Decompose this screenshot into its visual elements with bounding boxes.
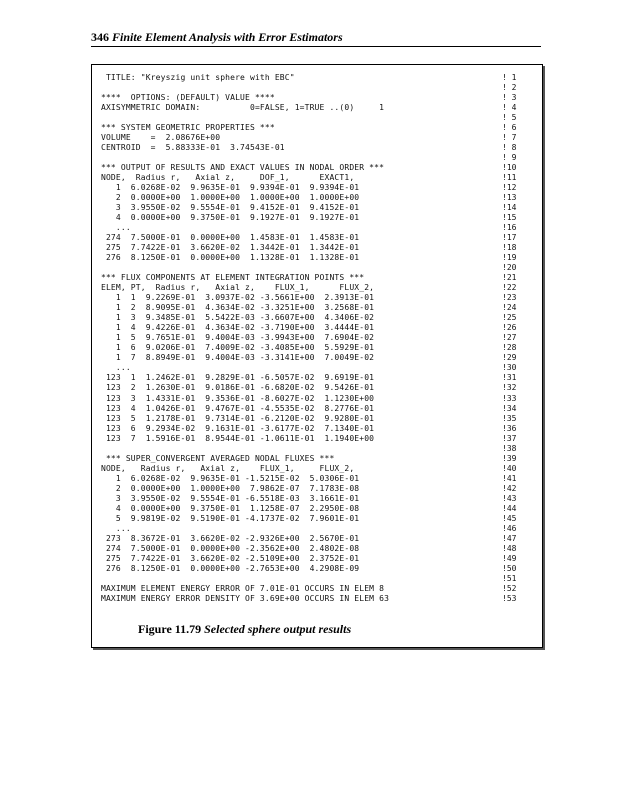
line-marker: !17	[502, 233, 517, 243]
listing-line: ...	[101, 363, 131, 373]
listing-line: 4 0.0000E+00 9.3750E-01 9.1927E-01 9.1927E-01	[101, 213, 360, 223]
listing-line: AXISYMMETRIC DOMAIN: 0=FALSE, 1=TRUE ..(0) 1	[101, 103, 385, 113]
listing-line: 1 1 9.2269E-01 3.0937E-02 -3.5661E+00 2.3913E-01	[101, 293, 375, 303]
line-marker: ! 7	[502, 133, 517, 143]
line-marker: !50	[502, 563, 517, 573]
line-marker: !52	[502, 583, 517, 593]
line-marker: !34	[502, 403, 517, 413]
line-marker: !14	[502, 203, 517, 213]
listing-line: 276 8.1250E-01 0.0000E+00 1.1328E-01 1.1328E-01	[101, 253, 360, 263]
listing-line: 123 2 1.2630E-01 9.0186E-01 -6.6820E-02 9.5426E-01	[101, 383, 375, 393]
figure-label: Figure 11.79	[138, 622, 202, 636]
header-rule	[91, 46, 541, 47]
listing-line: 275 7.7422E-01 3.6620E-02 -2.5109E+00 2.3752E-01	[101, 553, 360, 563]
line-marker: !18	[502, 243, 517, 253]
line-marker: ! 4	[502, 103, 517, 113]
listing-line: ...	[101, 223, 131, 233]
line-marker: !36	[502, 423, 517, 433]
listing-line: 123 1 1.2462E-01 9.2829E-01 -6.5057E-02 9.6919E-01	[101, 373, 375, 383]
listing-line: **** OPTIONS: (DEFAULT) VALUE ****	[101, 93, 275, 103]
page-number: 346	[91, 30, 109, 44]
listing-line: 1 6.0268E-02 9.9635E-01 9.9394E-01 9.9394E-01	[101, 183, 360, 193]
listing-line: ELEM, PT, Radius r, Axial z, FLUX_1, FLUX_2,	[101, 283, 375, 293]
listing-line: 3 3.9550E-02 9.5554E-01 9.4152E-01 9.4152E-01	[101, 203, 360, 213]
listing-line	[101, 444, 431, 454]
listing-line: NODE, Radius r, Axial z, DOF_1, EXACT1,	[101, 173, 355, 183]
listing-line: 274 7.5000E-01 0.0000E+00 1.4583E-01 1.4583E-01	[101, 233, 360, 243]
line-marker: ! 3	[502, 93, 517, 103]
line-marker: !20	[502, 263, 517, 273]
line-marker: !33	[502, 393, 517, 403]
line-marker: ! 8	[502, 143, 517, 153]
listing-line: 2 0.0000E+00 1.0000E+00 1.0000E+00 1.0000E+00	[101, 193, 360, 203]
listing-line: *** FLUX COMPONENTS AT ELEMENT INTEGRATION POINTS ***	[101, 273, 365, 283]
listing-line: 3 3.9550E-02 9.5554E-01 -6.5518E-03 3.1661E-01	[101, 493, 360, 503]
line-marker: !21	[502, 273, 517, 283]
listing-line: 1 5 9.7651E-01 9.4004E-03 -3.9943E+00 7.6904E-02	[101, 333, 375, 343]
listing-line: 1 2 8.9095E-01 4.3634E-02 -3.3251E+00 3.2568E-01	[101, 303, 375, 313]
listing-line: 123 6 9.2934E-02 9.1631E-01 -3.6177E-02 7.1340E-01	[101, 423, 375, 433]
line-marker: !28	[502, 343, 517, 353]
listing-line: 4 0.0000E+00 9.3750E-01 1.1258E-07 2.2950E-08	[101, 503, 360, 513]
line-marker: !24	[502, 303, 517, 313]
figure-caption	[138, 622, 518, 637]
listing-line: TITLE: "Kreyszig unit sphere with EBC"	[101, 73, 295, 82]
line-marker: !47	[502, 533, 517, 543]
listing-line: *** SYSTEM GEOMETRIC PROPERTIES ***	[101, 123, 275, 133]
listing-line: MAXIMUM ELEMENT ENERGY ERROR OF 7.01E-01 OCCURS IN ELEM 8	[101, 583, 385, 593]
listing-line: 123 4 1.0426E-01 9.4767E-01 -4.5535E-02 8.2776E-01	[101, 403, 375, 413]
line-marker: !41	[502, 473, 517, 483]
line-marker: !42	[502, 483, 517, 493]
listing-line	[101, 574, 431, 584]
listing-line: 2 0.0000E+00 1.0000E+00 7.9862E-07 7.1783E-08	[101, 483, 360, 493]
line-marker: !43	[502, 493, 517, 503]
listing-line	[101, 113, 431, 123]
line-marker: !29	[502, 353, 517, 363]
line-marker: !10	[502, 163, 517, 173]
listing-line: VOLUME = 2.08676E+00	[101, 133, 221, 143]
line-marker: ! 6	[502, 123, 517, 133]
listing-line: 123 7 1.5916E-01 8.9544E-01 -1.0611E-01 1.1940E+00	[101, 433, 375, 443]
line-marker: !11	[502, 173, 517, 183]
listing-line: 273 8.3672E-01 3.6620E-02 -2.9326E+00 2.5670E-01	[101, 533, 360, 543]
line-marker: !26	[502, 323, 517, 333]
listing-line: CENTROID = 5.88333E-01 3.74543E-01	[101, 143, 285, 153]
listing-line: 1 6.0268E-02 9.9635E-01 -1.5215E-02 5.0306E-01	[101, 473, 360, 483]
line-marker: !51	[502, 573, 517, 583]
listing-line: NODE, Radius r, Axial z, FLUX_1, FLUX_2,	[101, 463, 355, 473]
line-marker: !19	[502, 253, 517, 263]
line-marker: !27	[502, 333, 517, 343]
listing-line: 1 7 8.8949E-01 9.4004E-03 -3.3141E+00 7.0049E-02	[101, 353, 375, 363]
listing-line: 123 3 1.4331E-01 9.3536E-01 -8.6027E-02 1.1230E+00	[101, 393, 375, 403]
line-marker: !53	[502, 593, 517, 603]
line-marker: ! 1	[502, 73, 517, 82]
line-marker: !46	[502, 523, 517, 533]
line-marker: !49	[502, 553, 517, 563]
line-marker: !13	[502, 193, 517, 203]
listing-line: 1 4 9.4226E-01 4.3634E-02 -3.7190E+00 3.4444E-01	[101, 323, 375, 333]
output-listing	[101, 73, 431, 604]
line-marker: !25	[502, 313, 517, 323]
line-marker: !45	[502, 513, 517, 523]
line-marker: !31	[502, 373, 517, 383]
line-marker: !16	[502, 223, 517, 233]
listing-line	[101, 153, 431, 163]
line-marker: !15	[502, 213, 517, 223]
line-marker: !23	[502, 293, 517, 303]
running-head	[91, 30, 551, 45]
book-title: Finite Element Analysis with Error Estimators	[112, 30, 343, 44]
line-marker: ! 9	[502, 153, 517, 163]
line-marker: !38	[502, 443, 517, 453]
listing-line: 1 3 9.3485E-01 5.5422E-03 -3.6607E+00 4.3406E-02	[101, 313, 375, 323]
figure-caption-text: Selected sphere output results	[204, 622, 352, 636]
listing-line: *** OUTPUT OF RESULTS AND EXACT VALUES IN NODAL ORDER ***	[101, 163, 385, 173]
listing-line: 5 9.9819E-02 9.5190E-01 -4.1737E-02 7.9601E-01	[101, 513, 360, 523]
listing-line: 123 5 1.2178E-01 9.7314E-01 -6.2120E-02 9.9280E-01	[101, 413, 375, 423]
line-marker: !44	[502, 503, 517, 513]
line-marker: !12	[502, 183, 517, 193]
line-marker: ! 2	[502, 83, 517, 93]
listing-line: 1 6 9.0206E-01 7.4009E-02 -3.4085E+00 5.5929E-01	[101, 343, 375, 353]
line-marker: !35	[502, 413, 517, 423]
line-marker: !30	[502, 363, 517, 373]
line-marker: !32	[502, 383, 517, 393]
listing-line: 275 7.7422E-01 3.6620E-02 1.3442E-01 1.3442E-01	[101, 243, 360, 253]
listing-line	[101, 83, 431, 93]
listing-line: *** SUPER_CONVERGENT AVERAGED NODAL FLUXES ***	[101, 453, 335, 463]
listing-line: MAXIMUM ENERGY ERROR DENSITY OF 3.69E+00 OCCURS IN ELEM 63	[101, 593, 390, 603]
line-marker: !22	[502, 283, 517, 293]
line-number-column	[502, 73, 532, 604]
line-marker: ! 5	[502, 113, 517, 123]
line-marker: !37	[502, 433, 517, 443]
listing-line	[101, 263, 431, 273]
line-marker: !48	[502, 543, 517, 553]
line-marker: !39	[502, 453, 517, 463]
listing-line: 274 7.5000E-01 0.0000E+00 -2.3562E+00 2.4802E-08	[101, 543, 360, 553]
listing-line: 276 8.1250E-01 0.0000E+00 -2.7653E+00 4.2908E-09	[101, 563, 360, 573]
line-marker: !40	[502, 463, 517, 473]
listing-line: ...	[101, 523, 131, 533]
